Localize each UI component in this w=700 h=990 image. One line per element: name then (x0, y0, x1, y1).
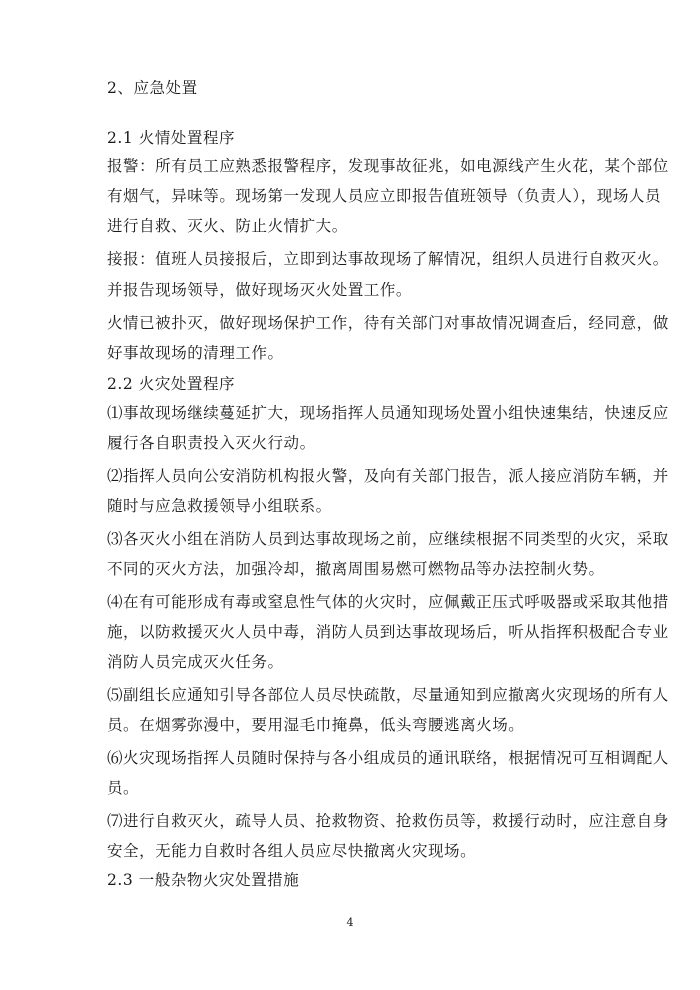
list-item-3-line-2: 不同的灭火方法，加强冷却，撤离周围易燃可燃物品等办法控制火势。 (107, 560, 605, 578)
paragraph-extinguished-line-1: 火情已被扑灭，做好现场保护工作，待有关部门对事故情况调查后，经同意，做 (107, 314, 669, 332)
paragraph-alarm-line-2: 有烟气，异味等。现场第一发现人员应立即报告值班领导（负责人），现场人员 (107, 187, 662, 205)
list-item-2-line-1: ⑵指挥人员向公安消防机构报火警，及向有关部门报告，派人接应消防车辆，并 (107, 467, 669, 485)
section-heading: 2、应急处置 (107, 79, 198, 97)
list-item-2-line-2: 随时与应急救援领导小组联系。 (107, 497, 332, 515)
page-number: 4 (346, 916, 354, 929)
list-item-6-line-1: ⑹火灾现场指挥人员随时保持与各小组成员的通讯联络，根据情况可互相调配人 (107, 749, 669, 767)
paragraph-alarm-line-1: 报警：所有员工应熟悉报警程序，发现事故征兆，如电源线产生火花，某个部位 (107, 157, 669, 175)
list-item-3-line-1: ⑶各灭火小组在消防人员到达事故现场之前，应继续根据不同类型的火灾，采取 (107, 530, 669, 548)
list-item-6-line-2: 员。 (107, 779, 140, 797)
list-item-7-line-2: 安全，无能力自救时各组人员应尽快撤离火灾现场。 (107, 842, 477, 860)
paragraph-receive-line-2: 并报告现场领导，做好现场灭火处置工作。 (107, 281, 412, 299)
subsection-heading-2-3: 2.3 一般杂物火灾处置措施 (107, 871, 300, 889)
list-item-4-line-3: 消防人员完成灭火任务。 (107, 653, 284, 671)
paragraph-extinguished-line-2: 好事故现场的清理工作。 (107, 344, 284, 362)
list-item-4-line-2: 施，以防救援灭火人员中毒，消防人员到达事故现场后，听从指挥积极配合专业 (107, 623, 669, 641)
subsection-heading-2-2: 2.2 火灾处置程序 (107, 375, 236, 393)
paragraph-receive-line-1: 接报：值班人员接报后，立即到达事故现场了解情况，组织人员进行自救灭火。 (107, 250, 669, 268)
list-item-4-line-1: ⑷在有可能形成有毒或窒息性气体的火灾时，应佩戴正压式呼吸器或采取其他措 (107, 593, 669, 611)
list-item-1-line-2: 履行各自职责投入灭火行动。 (107, 434, 316, 452)
list-item-7-line-1: ⑺进行自救灭火，疏导人员、抢救物资、抢救伤员等，救援行动时，应注意自身 (107, 812, 669, 830)
list-item-5-line-1: ⑸副组长应通知引导各部位人员尽快疏散，尽量通知到应撤离火灾现场的所有人 (107, 686, 669, 704)
list-item-5-line-2: 员。在烟雾弥漫中，要用湿毛巾掩鼻，低头弯腰逃离火场。 (107, 716, 525, 734)
paragraph-alarm-line-3: 进行自救、灭火、防止火情扩大。 (107, 217, 348, 235)
subsection-heading-2-1: 2.1 火情处置程序 (107, 129, 236, 147)
list-item-1-line-1: ⑴事故现场继续蔓延扩大，现场指挥人员通知现场处置小组快速集结，快速反应 (107, 404, 669, 422)
